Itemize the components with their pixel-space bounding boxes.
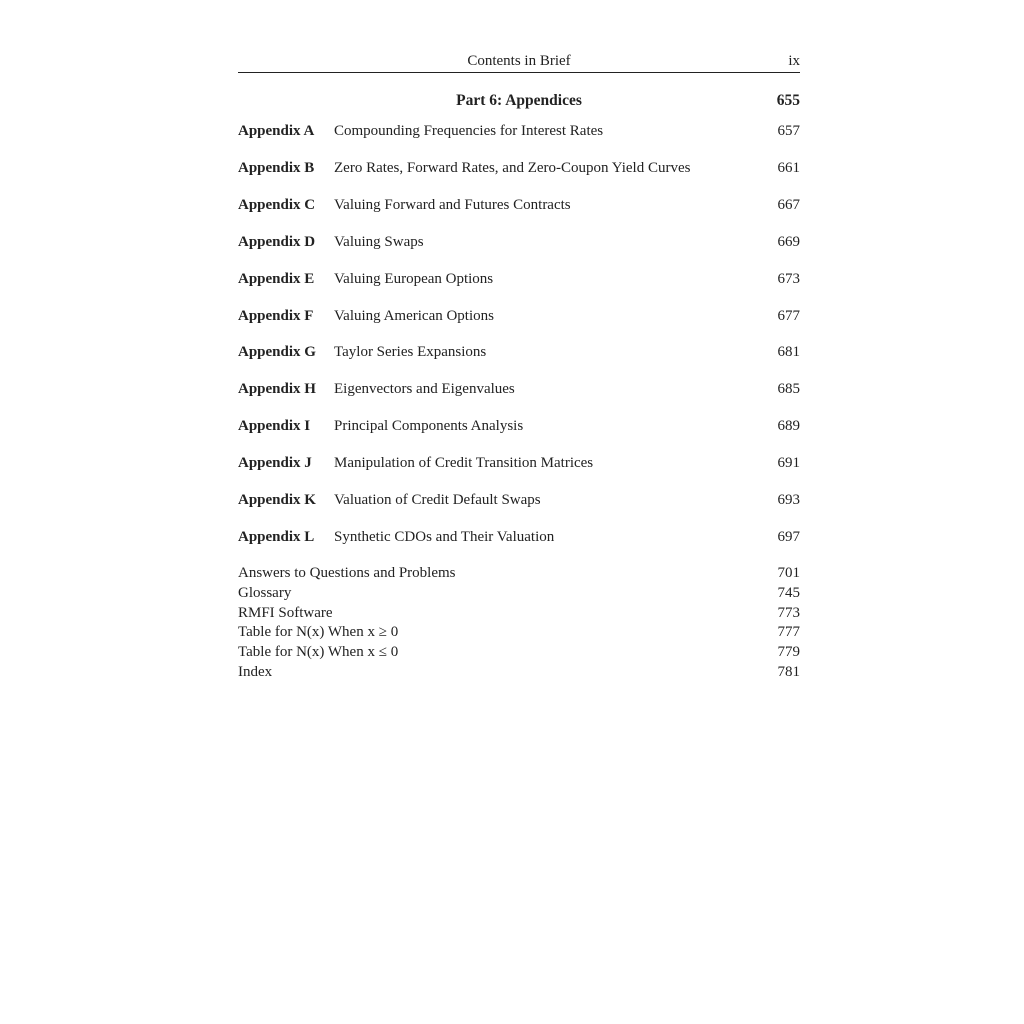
header-rule xyxy=(238,72,800,73)
entry-title: Valuing European Options xyxy=(334,270,494,287)
appendix-label: Appendix G xyxy=(238,344,316,361)
entry-title: Glossary xyxy=(238,584,292,601)
entry-page: 701 xyxy=(777,565,800,581)
appendix-label: Appendix F xyxy=(238,307,314,324)
entry-page: 745 xyxy=(777,584,800,601)
toc-entry[interactable] xyxy=(238,622,800,642)
entry-page: 677 xyxy=(777,307,800,324)
appendix-label: Appendix A xyxy=(238,123,315,139)
entry-title: Valuing Swaps xyxy=(334,233,424,250)
toc-entry[interactable] xyxy=(238,379,800,399)
entry-title: Valuing Forward and Futures Contracts xyxy=(334,196,571,213)
entry-title: Manipulation of Credit Transition Matrices xyxy=(334,455,594,472)
header-title: Contents in Brief xyxy=(467,53,571,69)
entry-page: 667 xyxy=(777,196,800,213)
appendix-label: Appendix I xyxy=(238,418,311,435)
entry-page: 657 xyxy=(777,123,800,139)
entry-title: Table for N(x) When x ≥ 0 xyxy=(238,624,399,641)
entry-page: 779 xyxy=(777,644,800,661)
running-header xyxy=(238,53,800,71)
entry-title: Taylor Series Expansions xyxy=(334,344,487,361)
entry-title: Table for N(x) When x ≤ 0 xyxy=(238,644,399,661)
toc-entry[interactable] xyxy=(238,416,800,436)
toc-entry[interactable] xyxy=(238,603,800,623)
entry-page: 697 xyxy=(777,528,800,545)
appendix-label: Appendix B xyxy=(238,159,315,176)
entry-page: 669 xyxy=(777,233,800,250)
entry-page: 685 xyxy=(777,381,800,398)
appendix-label: Appendix J xyxy=(238,455,312,472)
entry-title: Synthetic CDOs and Their Valuation xyxy=(334,528,555,545)
appendix-label: Appendix L xyxy=(238,528,315,545)
entry-page: 681 xyxy=(777,344,800,361)
header-page-number: ix xyxy=(788,53,800,69)
entry-page: 693 xyxy=(777,492,800,508)
appendix-label: Appendix D xyxy=(238,233,316,250)
entry-page: 673 xyxy=(777,270,800,287)
entry-title: Eigenvectors and Eigenvalues xyxy=(334,381,515,398)
entry-title: Index xyxy=(238,664,273,680)
toc-entry[interactable] xyxy=(238,342,800,362)
part-title: Part 6: Appendices xyxy=(456,92,582,109)
toc-entry[interactable] xyxy=(238,121,800,141)
part-page: 655 xyxy=(776,92,800,109)
entry-page: 777 xyxy=(777,624,800,641)
entry-title: Zero Rates, Forward Rates, and Zero-Coupon Yield Curves xyxy=(334,159,691,176)
toc-entry[interactable] xyxy=(238,232,800,252)
toc-entry[interactable] xyxy=(238,158,800,178)
entry-title: Valuing American Options xyxy=(334,307,494,324)
appendix-label: Appendix K xyxy=(238,492,316,508)
entry-title: Compounding Frequencies for Interest Rates xyxy=(334,123,604,139)
toc-entry[interactable] xyxy=(238,527,800,547)
toc-entry[interactable] xyxy=(238,642,800,662)
entry-page: 773 xyxy=(777,604,800,621)
toc-entry[interactable] xyxy=(238,269,800,289)
appendix-label: Appendix H xyxy=(238,381,316,398)
toc-entry[interactable] xyxy=(238,195,800,215)
appendix-label: Appendix E xyxy=(238,270,315,287)
entry-page: 781 xyxy=(777,664,800,680)
entry-page: 691 xyxy=(777,455,800,472)
entry-page: 689 xyxy=(777,418,800,435)
toc-entry[interactable] xyxy=(238,306,800,326)
entry-title: Valuation of Credit Default Swaps xyxy=(334,492,541,508)
toc-entry[interactable] xyxy=(238,453,800,473)
toc-entry[interactable] xyxy=(238,490,800,510)
entry-title: RMFI Software xyxy=(238,604,333,621)
entry-title: Principal Components Analysis xyxy=(334,418,524,435)
entry-title: Answers to Questions and Problems xyxy=(238,565,456,581)
toc-entry[interactable] xyxy=(238,583,800,603)
toc-entry[interactable] xyxy=(238,662,800,682)
toc-entry[interactable] xyxy=(238,563,800,583)
entry-page: 661 xyxy=(777,159,800,176)
appendix-label: Appendix C xyxy=(238,196,316,213)
